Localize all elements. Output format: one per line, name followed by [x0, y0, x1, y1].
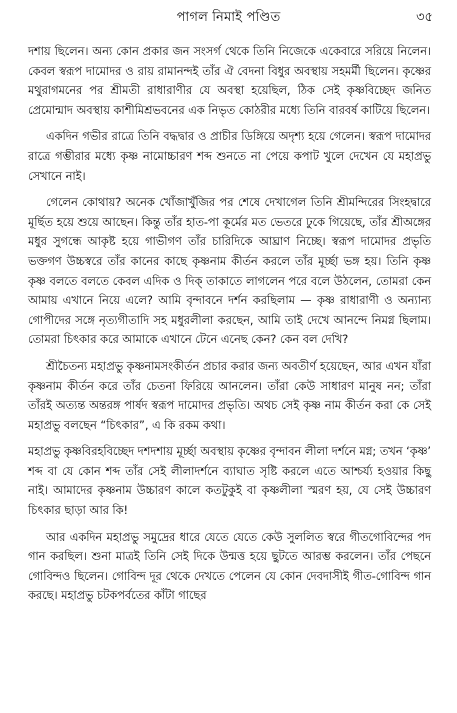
paragraph: শ্রীচৈতন্য মহাপ্রভু কৃষ্ণনামসংকীর্তন প্রচার করার জন্য অবতীর্ণ হয়েছেন, আর এখন যাঁরা কৃষ্ণনাম কীর্তন করে তাঁর চেতনা ফিরিয়ে আনলেন। তাঁরা কেউ সাধারণ মানুষ নন; তাঁরা তাঁরই অত্যন্ত অন্তরঙ্গ পার্ষদ স্বরূপ দামোদর প্রভৃতি। অথচ সেই কৃষ্ণ নাম কীর্তন করা কে সেই মহাপ্রভু বলছেন “চিৎকার”, এ কি রকম কথা। — [28, 359, 431, 432]
paragraph: গেলেন কোথায়? অনেক খোঁজাখুঁজির পর শেষে দেখাগেল তিনি শ্রীমন্দিরের সিংহদ্বারে মূর্ছিত হয়ে শুয়ে আছেন। কিন্তু তাঁর হাত-পা কূর্মের মত ভেতরে ঢুকে গিয়েছে, তাঁর শ্রীঅঙ্গের মধুর সুগন্ধে আকৃষ্ট হয়ে গাভীগণ তাঁর চারিদিকে আঘ্রাণ নিচ্ছে। স্বরূপ দামোদর প্রভৃতি ভক্তগণ উচ্চস্বরে তাঁর কানের কাছে কৃষ্ণনাম কীর্তন করলে তাঁর মূর্চ্ছা ভঙ্গ হয়। তিনি কৃষ্ণ কৃষ্ণ বলতে বলতে কেবল এদিক ও দিক্ তাকাতে লাগলেন পরে বলে উঠলেন, তোমরা কেন আমায় এখানে নিয়ে এলে? আমি বৃন্দাবনে দর্শন করছিলাম — কৃষ্ণ রাধারাণী ও অন্যান্য গোপীদের সঙ্গে নৃত্যগীতাদি সহ মধুরলীলা করছেন, আমি তাই দেখে আনন্দে নিমগ্ন ছিলাম। তোমরা চিৎকার করে আমাকে এখানে টেনে এনেছ কেন? কেন বল দেখি? — [28, 196, 431, 347]
page-header — [0, 8, 457, 30]
paragraph: মহাপ্রভু কৃষ্ণবিরহবিচ্ছেদ দশদশায় মূর্চ্ছা অবস্থায় কৃষ্ণের বৃন্দাবন লীলা দর্শনে মগ্ন; তখন ‘কৃষ্ণ’ শব্দ বা যে কোন শব্দ তাঁর সেই লীলাদর্শনে ব্যাঘাত সৃষ্টি করলে এতে আশ্চর্য্য হওয়ার কিছু নাই। আমাদের কৃষ্ণনাম উচ্চারণ কালে কতটুকুই বা কৃষ্ণলীলা স্মরণ হয়, যে সেই উচ্চারণ চিৎকার ছাড়া আর কি! — [28, 445, 431, 518]
page-number: ৩৫ — [416, 10, 433, 25]
running-title: পাগল নিমাই পণ্ডিত — [176, 10, 281, 25]
paragraph: দশায় ছিলেন। অন্য কোন প্রকার জন সংসর্গ থেকে তিনি নিজেকে একেবারে সরিয়ে নিলেন। কেবল স্বরূপ দামোদর ও রায় রামানন্দই তাঁর ঐ বেদনা বিধুর অবস্থায় সহমর্মী ছিলেন। কৃষ্ণের মথুরাগমনের পর শ্রীমতী রাধারাণীর যে অবস্থা হয়েছিল, ঠিক সেই কৃষ্ণবিচ্ছেদ জনিত প্রেমোন্মাদ অবস্থায় কাশীমিশ্রভবনের এক নিভৃত কোঠরীর মধ্যে তিনি বারবর্ষ কাটিয়ে ছিলেন। — [28, 45, 431, 117]
paragraph: একদিন গভীর রাত্রে তিনি বদ্ধদ্বার ও প্রাচীর ডিঙ্গিয়ে অদৃশ্য হয়ে গেলেন। স্বরূপ দামোদর রাত্রে গম্ভীরার মধ্যে কৃষ্ণ নামোচ্চারণ শব্দ শুনতে না পেয়ে কপাট খুলে দেখেন যে মহাপ্রভু সেখানে নাই। — [28, 130, 431, 183]
paragraph: আর একদিন মহাপ্রভু সমুদ্রের ধারে যেতে যেতে কেউ সুললিত স্বরে গীতগোবিন্দের পদ গান করছিল। শুনা মাত্রই তিনি সেই দিকে উন্মত্ত হয়ে ছুটতে আরম্ভ করলেন। তাঁর পেছনে গোবিন্দও ছিলেন। গোবিন্দ দূর থেকে দেখতে পেলেন যে কোন দেবদাসীই গীত-গোবিন্দ গান করছে। মহাপ্রভু চটকপর্বতের কাঁটা গাছের — [28, 530, 431, 603]
body-text — [28, 42, 431, 613]
